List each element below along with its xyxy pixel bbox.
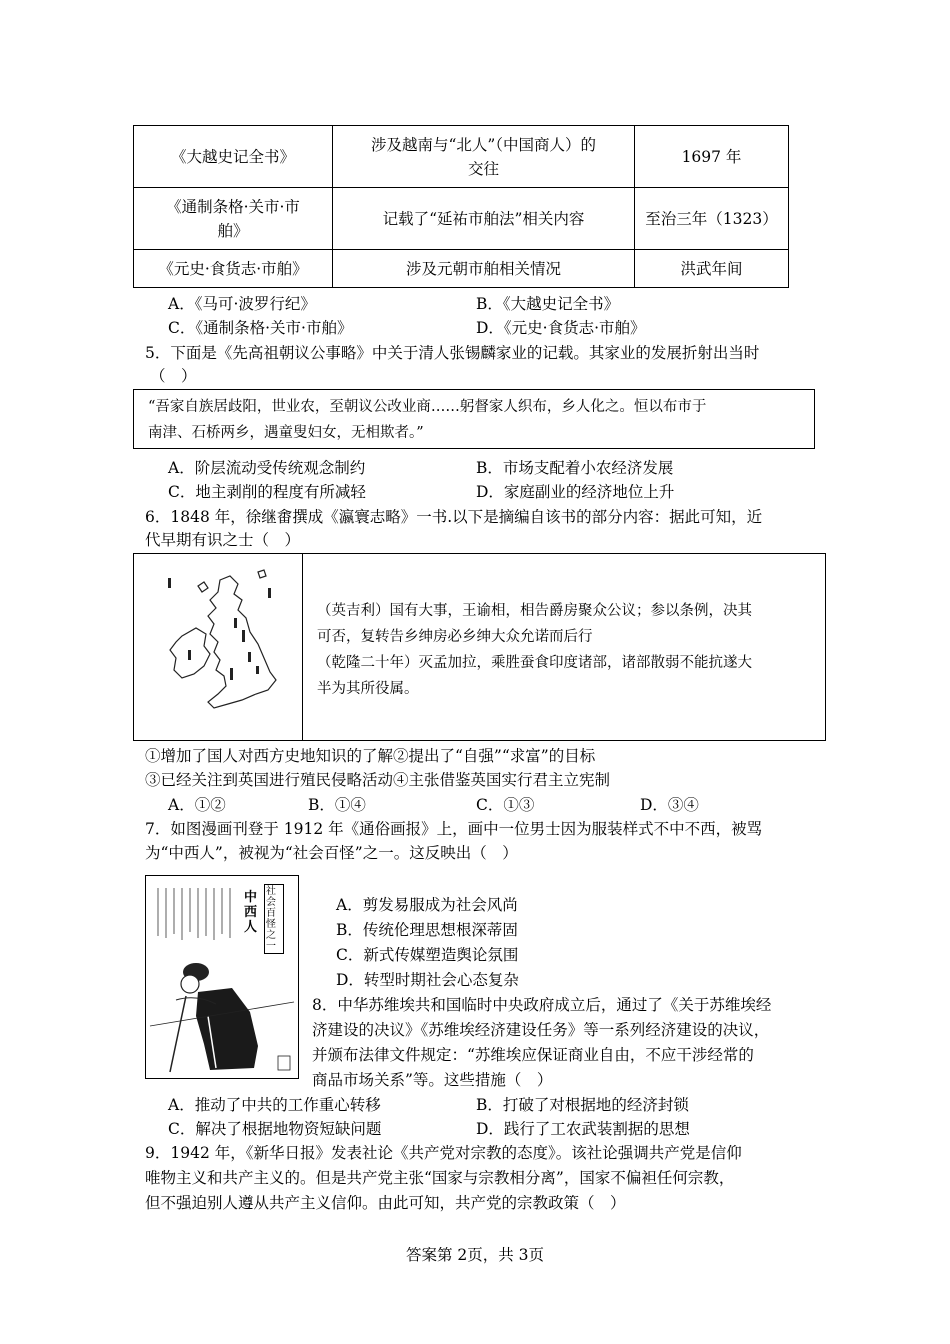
option-b: B．《大越史记全书》 bbox=[476, 295, 620, 313]
cartoon-figure bbox=[146, 876, 298, 1078]
table-cell: 涉及元朝市舶相关情况 bbox=[333, 250, 635, 288]
table-cell: 《大越史记全书》 bbox=[134, 126, 333, 188]
question-stem: 但不强迫别人遵从共产主义信仰。由此可知，共产党的宗教政策（ ） bbox=[145, 1194, 626, 1212]
option-c: C．《通制条格·关市·市舶》 bbox=[168, 319, 353, 337]
option-d: D．③④ bbox=[640, 796, 699, 814]
question-stem: 8．中华苏维埃共和国临时中央政府成立后，通过了《关于苏维埃经 bbox=[312, 996, 772, 1014]
source-table bbox=[133, 125, 789, 288]
question-stem: （ ） bbox=[150, 367, 197, 385]
option-d: D．《元史·食货志·市舶》 bbox=[476, 319, 646, 337]
option-d: D．践行了工农武装割据的思想 bbox=[476, 1120, 690, 1138]
question-stem: 济建设的决议》《苏维埃经济建设任务》等一系列经济建设的决议， bbox=[312, 1021, 770, 1039]
option-d: D．转型时期社会心态复杂 bbox=[336, 971, 519, 989]
table-cell: 至治三年（1323） bbox=[635, 188, 789, 250]
source-box bbox=[133, 553, 826, 741]
option-c: C．①③ bbox=[476, 796, 535, 814]
question-stem: 9．1942 年，《新华日报》发表社论《共产党对宗教的态度》。该社论强调共产党是信仰 bbox=[145, 1144, 742, 1162]
option-a: A．剪发易服成为社会风尚 bbox=[336, 896, 518, 914]
question-stem: 为“中西人”，被视为“社会百怪”之一。这反映出（ ） bbox=[145, 844, 518, 862]
option-b: B．①④ bbox=[308, 796, 366, 814]
excerpt-line: （英吉利）国有大事，王谕相，相告爵房聚众公议；参以条例，决其 bbox=[317, 603, 752, 619]
page-footer: 答案第 2页，共 3页 bbox=[405, 1246, 545, 1264]
option-c: C．解决了根据地物资短缺问题 bbox=[168, 1120, 382, 1138]
excerpt-line: （乾隆二十年）灭孟加拉，乘胜蚕食印度诸部，诸部散弱不能抗遂大 bbox=[317, 655, 752, 671]
table-cell: 1697 年 bbox=[635, 126, 789, 188]
cartoon-title: 中西人 bbox=[244, 890, 258, 935]
option-c: C．地主剥削的程度有所减轻 bbox=[168, 483, 366, 501]
option-a: A．①② bbox=[168, 796, 226, 814]
question-stem: 5．下面是《先高祖朝议公事略》中关于清人张锡麟家业的记载。其家业的发展折射出当时 bbox=[145, 344, 760, 362]
british-isles-map-image bbox=[138, 558, 298, 738]
cell-line: 交往 bbox=[467, 159, 499, 178]
option-b: B．市场支配着小农经济发展 bbox=[476, 459, 674, 477]
statement-line: ③已经关注到英国进行殖民侵略活动④主张借鉴英国实行君主立宪制 bbox=[145, 771, 611, 789]
option-a: A．阶层流动受传统观念制约 bbox=[168, 459, 366, 477]
question-stem: 并颁布法律文件规定：“苏维埃应保证商业自由，不应干涉经常的 bbox=[312, 1046, 754, 1064]
quote-box bbox=[133, 389, 815, 449]
question-stem: 唯物主义和共产主义的。但是共产党主张“国家与宗教相分离”，国家不偏袒任何宗教， bbox=[145, 1169, 735, 1187]
excerpt-line: 半为其所役属。 bbox=[317, 681, 419, 697]
statement-line: ①增加了国人对西方史地知识的了解②提出了“自强”“求富”的目标 bbox=[145, 747, 596, 765]
quote-line: “吾家自族居歧阳，世业农，至朝议公改业商……躬督家人织布，乡人化之。恒以布市于 bbox=[148, 399, 707, 415]
option-c: C．新式传媒塑造舆论氛围 bbox=[336, 946, 519, 964]
option-a: A．《马可·波罗行纪》 bbox=[168, 295, 316, 313]
question-stem: 商品市场关系”等。这些措施（ ） bbox=[312, 1071, 553, 1089]
excerpt-line: 可否，复转告乡绅房必乡绅大众允诺而后行 bbox=[317, 629, 593, 645]
table-cell: 《元史·食货志·市舶》 bbox=[134, 250, 333, 288]
question-stem: 7．如图漫画刊登于 1912 年《通俗画报》上，画中一位男士因为服装样式不中不西，被骂 bbox=[145, 820, 763, 838]
question-stem: 代早期有识之士（ ） bbox=[145, 531, 301, 549]
option-a: A．推动了中共的工作重心转移 bbox=[168, 1096, 381, 1114]
cell-line: 舶》 bbox=[217, 221, 249, 240]
option-b: B．打破了对根据地的经济封锁 bbox=[476, 1096, 689, 1114]
table-cell bbox=[134, 188, 333, 250]
option-d: D．家庭副业的经济地位上升 bbox=[476, 483, 675, 501]
option-b: B．传统伦理思想根深蒂固 bbox=[336, 921, 518, 939]
question-stem: 6．1848 年，徐继畬撰成《瀛寰志略》一书.以下是摘编自该书的部分内容：据此可知，近 bbox=[145, 508, 763, 526]
quote-line: 南津、石桥两乡，遇童叟妇女，无相欺者。” bbox=[148, 425, 424, 441]
box-divider bbox=[302, 554, 303, 740]
cell-line: 《通制条格·关市·市 bbox=[166, 197, 300, 216]
cartoon-image bbox=[145, 875, 299, 1079]
table-cell: 洪武年间 bbox=[635, 250, 789, 288]
table-cell bbox=[333, 126, 635, 188]
table-cell: 记载了“延祐市舶法”相关内容 bbox=[333, 188, 635, 250]
cartoon-tag: 社会百怪之一 bbox=[264, 884, 284, 954]
cell-line: 涉及越南与“北人”（中国商人）的 bbox=[370, 135, 597, 154]
